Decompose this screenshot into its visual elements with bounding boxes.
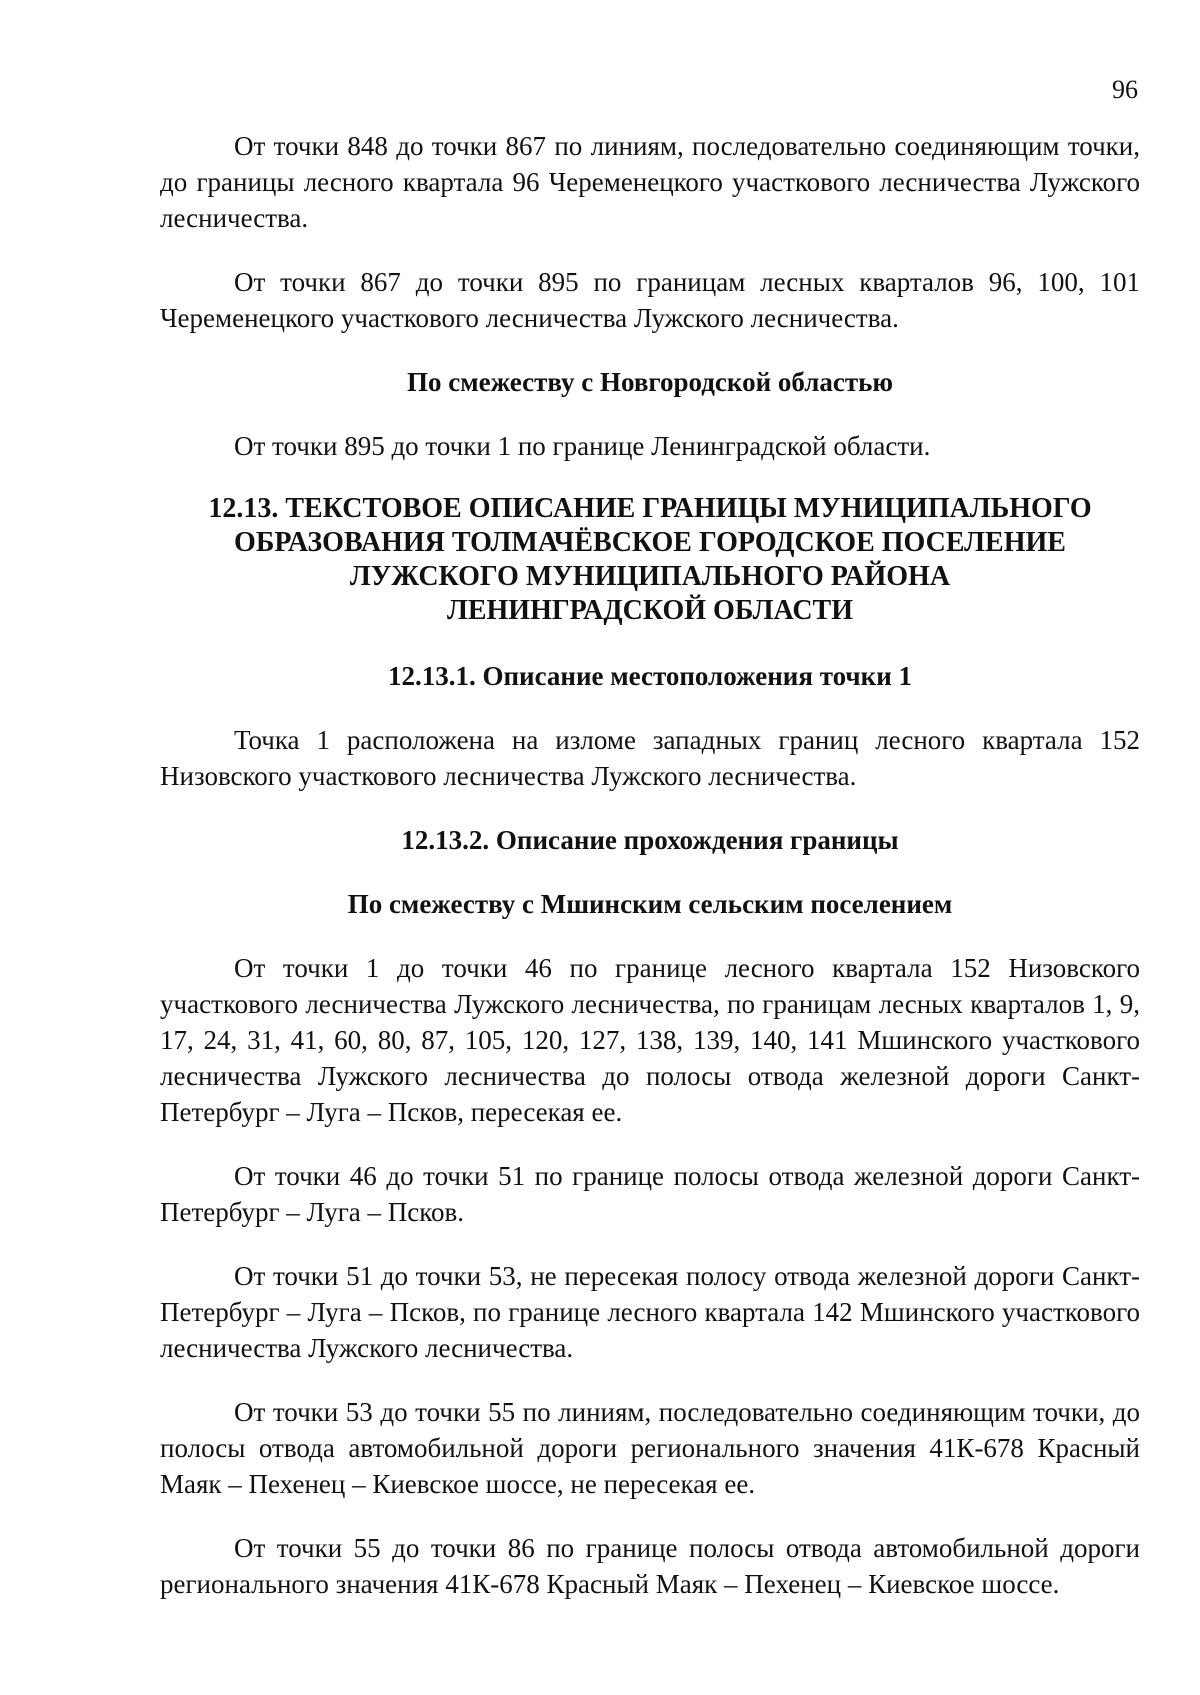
document-body	[160, 128, 1140, 1630]
paragraph-51-53: От точки 51 до точки 53, не пересекая полосу отвода железной дороги Санкт-Петербург – Луга – Псков, по границе лесного квартала 142 Мшинского участкового лесничества Лужского лесничества.	[160, 1261, 1140, 1363]
paragraph-46-51: От точки 46 до точки 51 по границе полосы отвода железной дороги Санкт-Петербург – Луга – Псков.	[160, 1161, 1140, 1227]
section-title-line-4: ЛЕНИНГРАДСКОЙ ОБЛАСТИ	[446, 595, 854, 626]
subheading-novgorod: По смежеству с Новгородской областью	[406, 367, 894, 397]
paragraph-895-1: От точки 895 до точки 1 по границе Ленинградской области.	[234, 431, 931, 461]
subheading-mshinsk: По смежеству с Мшинским сельским поселением	[347, 889, 953, 919]
section-title-12-13	[160, 492, 1140, 628]
section-title-line-1: 12.13. ТЕКСТОВОЕ ОПИСАНИЕ ГРАНИЦЫ МУНИЦИПАЛЬНОГО	[208, 493, 1092, 524]
paragraph-867-895: От точки 867 до точки 895 по границам лесных кварталов 96, 100, 101 Череменецкого участкового лесничества Лужского лесничества.	[160, 267, 1140, 333]
paragraph-point-1-location: Точка 1 расположена на изломе западных границ лесного квартала 152 Низовского участкового лесничества Лужского лесничества.	[160, 725, 1140, 791]
section-title-line-3: ЛУЖСКОГО МУНИЦИПАЛЬНОГО РАЙОНА	[349, 561, 951, 592]
paragraph-848-867: От точки 848 до точки 867 по линиям, последовательно соединяющим точки, до границы лесного квартала 96 Череменецкого участкового лесничества Лужского лесничества.	[160, 131, 1140, 233]
paragraph-55-86: От точки 55 до точки 86 по границе полосы отвода автомобильной дороги регионального значения 41К-678 Красный Маяк – Пехенец – Киевское шоссе.	[160, 1533, 1140, 1599]
paragraph-53-55: От точки 53 до точки 55 по линиям, последовательно соединяющим точки, до полосы отвода автомобильной дороги регионального значения 41К-678 Красный Маяк – Пехенец – Киевское шоссе, не пересекая ее.	[160, 1397, 1140, 1499]
paragraph-1-46: От точки 1 до точки 46 по границе лесного квартала 152 Низовского участкового лесничества Лужского лесничества, по границам лесных кварталов 1, 9, 17, 24, 31, 41, 60, 80, 87, 105, 120, 127, 138, 139, 140, 141 Мшинского участкового лесничества Лужского лесничества до полосы отвода железной дороги Санкт-Петербург – Луга – Псков, пересекая ее.	[160, 953, 1140, 1127]
subheading-12-13-2: 12.13.2. Описание прохождения границы	[401, 825, 899, 855]
page-number: 96	[1112, 75, 1138, 104]
subheading-12-13-1: 12.13.1. Описание местоположения точки 1	[387, 661, 913, 691]
section-title-line-2: ОБРАЗОВАНИЯ ТОЛМАЧЁВСКОЕ ГОРОДСКОЕ ПОСЕЛЕНИЕ	[234, 527, 1066, 558]
